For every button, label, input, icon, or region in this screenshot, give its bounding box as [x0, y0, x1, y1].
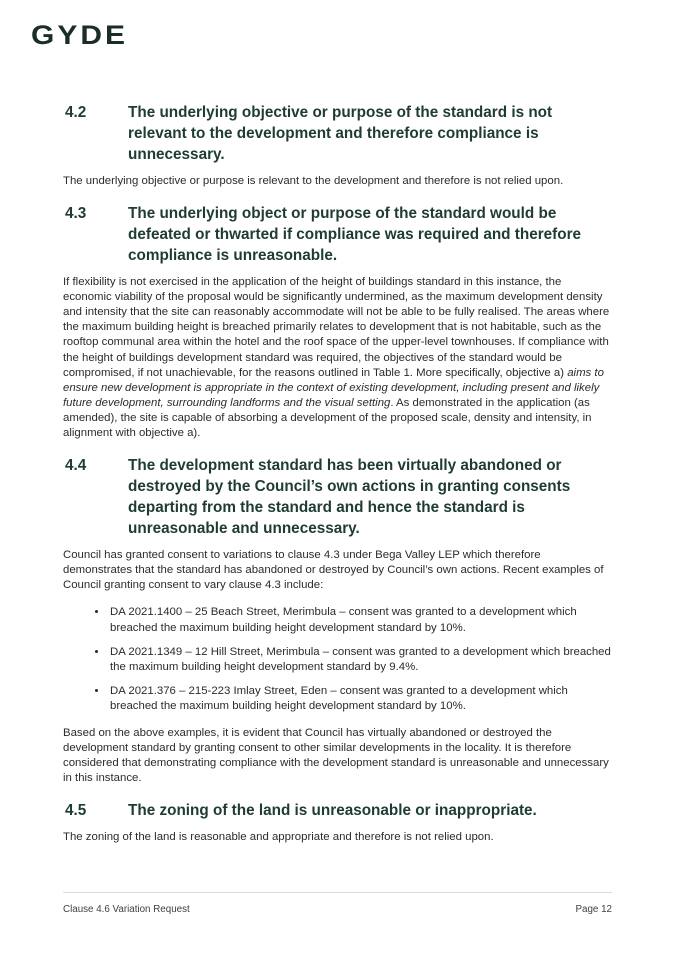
footer-document-title: Clause 4.6 Variation Request	[63, 904, 190, 915]
section-4-2-heading	[63, 102, 612, 165]
section-number: 4.4	[65, 457, 87, 475]
section-4-4-intro-paragraph: Council has granted consent to variations to clause 4.3 under Bega Valley LEP which therefore demonstrates that the standard has abandoned or destroyed by Council’s own actions. Recent examples of Council granting consent to vary clause 4.3 include:	[63, 549, 604, 592]
section-title: The underlying objective or purpose of the standard is not relevant to the development and therefore compliance is unnecessary.	[128, 104, 553, 163]
list-item: • DA 2021.1400 – 25 Beach Street, Merimbula – consent was granted to a development which breached the maximum building height development standard by 10%.	[108, 605, 612, 635]
section-4-4-conclusion-paragraph: Based on the above examples, it is evident that Council has virtually abandoned or destroyed the development standard by granting consent to other similar developments in the locality. It is therefore considered that demonstrating compliance with the development standard is unreasonable and unnecessary in this instance.	[63, 726, 609, 785]
section-4-3-heading	[63, 203, 612, 266]
page-footer	[63, 892, 612, 915]
paragraph-text: . As demonstrated in the application (as amended), the site is capable of absorbing a development of the proposed scale, density and intensity, in alignment with objective a).	[63, 396, 592, 440]
section-4-3-paragraph	[63, 275, 612, 441]
footer-page-number: Page 12	[575, 904, 612, 915]
section-title: The underlying object or purpose of the standard would be defeated or thwarted if compliance was required and therefore compliance is unreasonable.	[128, 205, 582, 265]
list-item: • DA 2021.376 – 215-223 Imlay Street, Eden – consent was granted to a development which breached the maximum building height development standard by 10%.	[108, 684, 612, 714]
paragraph-italic-text: aims to ensure new development is appropriate in the context of existing development, including present and likely future development, surrounding landforms and the visual setting	[63, 366, 604, 409]
gyde-logo: GYDE	[31, 21, 129, 51]
list-item: • DA 2021.1349 – 12 Hill Street, Merimbula – consent was granted to a development which breached the maximum building height development standard by 9.4%.	[108, 645, 612, 675]
section-number: 4.2	[65, 104, 87, 121]
document-content	[63, 96, 612, 855]
paragraph-text: If flexibility is not exercised in the application of the height of buildings standard in this instance, the economic viability of the proposal would be significantly undermined, as the maximum development density and intensity that the site can reasonably accommodate will not be able to be fully realised. The areas where the maximum building height is breached primarily relates to development that is not habitable, such as the rooftop communal area within the hotel and the roof space of the upper-level townhouses. If compliance with the height of buildings development standard was required, the objectives of the standard would be compromised, if not unachievable, for the reasons outlined in Table 1. More specifically, objective a)	[63, 276, 610, 379]
section-4-4-heading	[63, 455, 612, 539]
da-examples-list	[63, 605, 612, 714]
section-number: 4.3	[65, 205, 87, 223]
section-4-2-paragraph: The underlying objective or purpose is relevant to the development and therefore is not relied upon.	[63, 175, 564, 187]
section-title: The zoning of the land is unreasonable or inappropriate.	[128, 802, 537, 820]
section-number: 4.5	[65, 802, 87, 820]
section-4-5-paragraph: The zoning of the land is reasonable and appropriate and therefore is not relied upon.	[63, 831, 494, 844]
section-title: The development standard has been virtually abandoned or destroyed by the Council’s own actions in granting consents departing from the standard and hence the standard is unreasonable and unnecessary.	[128, 457, 571, 538]
section-4-5-heading	[63, 800, 612, 821]
